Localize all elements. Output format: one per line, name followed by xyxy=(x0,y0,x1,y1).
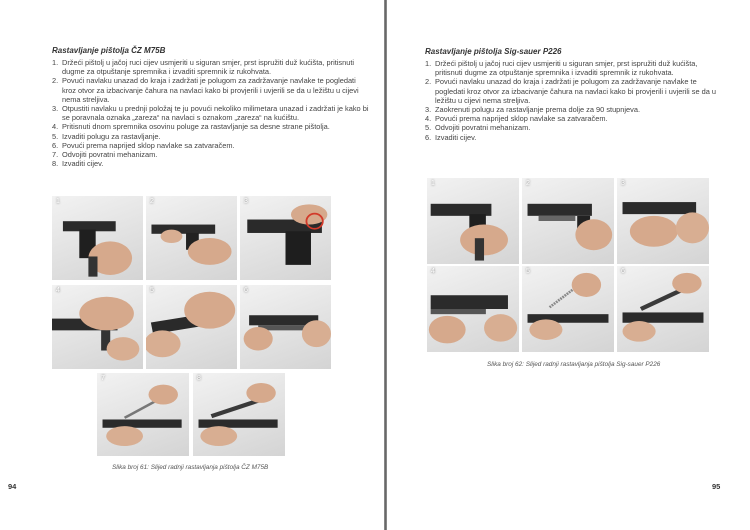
right-page-title: Rastavljanje pištolja Sig-sauer P226 xyxy=(425,47,562,56)
right-steps-list xyxy=(425,59,725,142)
photo-number: 4 xyxy=(56,287,60,294)
photo-number: 3 xyxy=(244,198,248,205)
rotate-lever-icon xyxy=(617,178,709,264)
photo-number: 2 xyxy=(150,198,154,205)
list-item: 6. Povući prema naprijed sklop navlake sa zatvaračem. xyxy=(52,140,235,150)
photo-number: 8 xyxy=(197,375,201,382)
list-item: 4. Pritisnuti dnom spremnika osovinu poluge za rastavljanje sa desne strane pištolja. xyxy=(52,122,330,132)
photo-step-6 xyxy=(617,266,709,352)
barrel-removal-icon xyxy=(617,266,709,352)
list-item: 4. Povući prema naprijed sklop navlake sa zatvaračem. xyxy=(425,114,608,124)
list-item: 1. Držeći pištolj u jačoj ruci cijev usmjeriti u siguran smjer, prst ispružiti duž kućišta, pritisnuti dugme za otpuštanje spremnika i izvaditi spremnik iz rukohvata. xyxy=(52,58,355,77)
photo-number: 5 xyxy=(526,268,530,275)
photo-step-5 xyxy=(146,285,237,369)
photo-number: 6 xyxy=(621,268,625,275)
list-item: 3. Otpustiti navlaku u prednji položaj te ju povući nekoliko milimetara unazad i zadržati je kako bi se poravnala oznaka „zareza“ na navlaci s oznakom „zareza“ na kućištu. xyxy=(52,104,369,123)
photo-number: 4 xyxy=(431,268,435,275)
pistol-in-hand-icon xyxy=(427,178,519,264)
remove-lever-icon xyxy=(146,285,237,369)
list-item: 7. Odvojiti povratni mehanizam. xyxy=(52,150,158,160)
right-page xyxy=(387,0,750,530)
photo-step-4 xyxy=(52,285,143,369)
photo-number: 1 xyxy=(56,198,60,205)
photo-step-3 xyxy=(240,196,331,280)
photo-number: 3 xyxy=(621,180,625,187)
list-item: 2. Povući navlaku unazad do kraja i zadržati je polugom za zadržavanje navlake te pogledati kroz otvor za izbacivanje čahura na navlaci kako bi provjerili i uvjerili se da u ležištu u cijevi nema streljiva. xyxy=(425,77,716,105)
right-figure-caption: Slika broj 62: Slijed radnji rastavljanja pištolja Sig-sauer P226 xyxy=(487,361,661,368)
pistol-in-hand-icon xyxy=(52,196,143,280)
left-page-title: Rastavljanje pištolja ČZ M75B xyxy=(52,46,166,55)
photo-step-3 xyxy=(617,178,709,264)
photo-step-2 xyxy=(522,178,614,264)
photo-number: 2 xyxy=(526,180,530,187)
slide-forward-icon xyxy=(240,285,331,369)
list-item: 3. Zaokrenuti polugu za rastavljanje prema dolje za 90 stupnjeva. xyxy=(425,105,641,115)
list-item: 5. Odvojiti povratni mehanizam. xyxy=(425,123,531,133)
pistol-notch-closeup-icon xyxy=(240,196,331,280)
photo-step-7 xyxy=(97,373,189,456)
list-item: 6. Izvaditi cijev. xyxy=(425,132,477,142)
pistol-slide-back-icon xyxy=(146,196,237,280)
barrel-removal-icon xyxy=(193,373,285,456)
left-figure-caption: Slika broj 61: Slijed radnji rastavljanja pištolja ČZ M75B xyxy=(112,464,269,471)
recoil-spring-icon xyxy=(97,373,189,456)
list-item: 5. Izvaditi polugu za rastavljanje. xyxy=(52,131,161,141)
photo-step-8 xyxy=(193,373,285,456)
page-number-left: 94 xyxy=(8,482,17,491)
photo-step-1 xyxy=(427,178,519,264)
photo-step-1 xyxy=(52,196,143,280)
recoil-spring-icon xyxy=(522,266,614,352)
photo-step-6 xyxy=(240,285,331,369)
photo-step-2 xyxy=(146,196,237,280)
photo-number: 6 xyxy=(244,287,248,294)
pistol-slide-back-icon xyxy=(522,178,614,264)
photo-step-5 xyxy=(522,266,614,352)
magazine-press-pin-icon xyxy=(52,285,143,369)
list-item: 1. Držeći pištolj u jačoj ruci cijev usmjeriti u siguran smjer, prst ispružiti duž kućišta, pritisnuti dugme za otpuštanje spremnika i izvaditi spremnik iz rukohvata. xyxy=(425,59,698,78)
page-number-right: 95 xyxy=(712,482,721,491)
list-item: 8. Izvaditi cijev. xyxy=(52,159,104,169)
slide-forward-icon xyxy=(427,266,519,352)
list-item: 2. Povući navlaku unazad do kraja i zadržati je polugom za zadržavanje navlake te pogledati kroz otvor za izbacivanje čahura na navlaci kako bi provjerili i uvjerili se da u ležištu u cijevi nema streljiva. xyxy=(52,76,359,104)
photo-number: 7 xyxy=(101,375,105,382)
photo-number: 5 xyxy=(150,287,154,294)
photo-number: 1 xyxy=(431,180,435,187)
left-steps-list xyxy=(52,58,370,168)
photo-step-4 xyxy=(427,266,519,352)
